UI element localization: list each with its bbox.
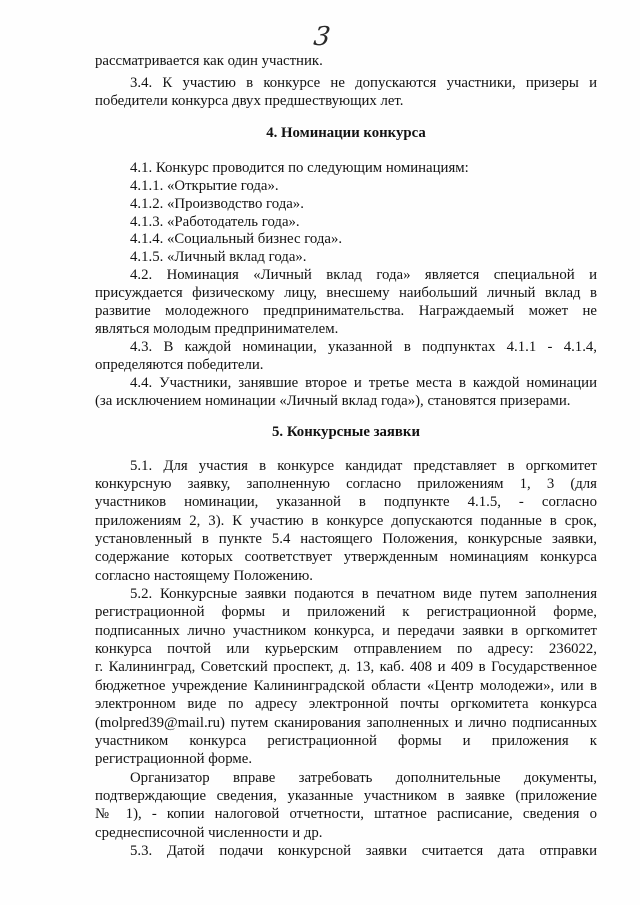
text-line: участников номинации, указанной в подпункте 4.1.5, - согласно [95, 494, 597, 511]
text-line: № 1), - копии налоговой отчетности, штатное расписание, сведения о [95, 806, 597, 823]
clause-5-3 [95, 842, 597, 860]
text-line: 4.4. Участники, занявшие второе и третье места в каждой номинации [130, 374, 597, 391]
nomination-item: 4.1.3. «Работодатель года». [130, 213, 300, 230]
text-line: являться молодым предпринимателем. [95, 320, 339, 337]
text-line: среднесписочной численности и др. [95, 824, 323, 841]
text-line: бюджетное учреждение Калининградской области «Центр молодежи», или в [95, 677, 597, 694]
text-line: подтверждающие сведения, указанные участником в заявке (приложение [95, 787, 597, 804]
nomination-item: 4.1.5. «Личный вклад года». [130, 249, 307, 266]
text-line: подписанных лично участником конкурса, и передачи заявки в оргкомитет [95, 622, 597, 639]
text-line: 5.2. Конкурсные заявки подаются в печатном виде путем заполнения [130, 586, 597, 603]
page-text [95, 52, 597, 860]
text-line: приложениям 2, 3). К участию в конкурсе допускаются поданные в срок, [95, 512, 597, 529]
clause-4-3 [95, 339, 597, 375]
continued-paragraph [95, 52, 597, 70]
text-line: установленный в пункте 5.4 настоящего Положения, конкурсные заявки, [95, 531, 597, 548]
nomination-item: 4.1.1. «Открытие года». [130, 177, 279, 194]
text-line: (за исключением номинации «Личный вклад года»), становятся призерами. [95, 392, 571, 409]
clause-4-4 [95, 375, 597, 411]
text-line: присуждается физическому лицу, внесшему наибольший личный вклад в [95, 285, 597, 302]
text-line: определяются победители. [95, 356, 264, 373]
clause-5-1 [95, 457, 597, 585]
text-line: согласно настоящему Положению. [95, 567, 313, 584]
clause-3-4 [95, 74, 597, 110]
text-line: (molpred39@mail.ru) путем сканирования заполненных и лично подписанных [95, 714, 597, 731]
organizer-note [95, 769, 597, 842]
nomination-item: 4.1.2. «Производство года». [130, 195, 304, 212]
nomination-list [95, 178, 597, 268]
text-line: регистрационной форме. [95, 751, 253, 768]
text-line: г. Калининград, Советский проспект, д. 13, каб. 408 и 409 в Государственное [95, 659, 597, 676]
page-number: 3 [312, 22, 332, 52]
clause-4-2 [95, 267, 597, 339]
text-line: 3.4. К участию в конкурсе не допускаются участники, призеры и [130, 75, 597, 92]
text-line: рассматривается как один участник. [95, 53, 323, 69]
text-line: регистрационной формы и приложений к регистрационной форме, [95, 604, 597, 621]
text-line: 4.3. В каждой номинации, указанной в подпунктах 4.1.1 - 4.1.4, [130, 338, 597, 355]
text-line: победители конкурса двух предшествующих лет. [95, 93, 404, 110]
nomination-item: 4.1.4. «Социальный бизнес года». [130, 231, 343, 248]
clause-4-1 [95, 160, 597, 178]
clause-5-2 [95, 585, 597, 768]
section-5-body [95, 457, 597, 861]
section-4-body [95, 160, 597, 411]
text-line: содержание которых соответствует утвержденным номинациям конкурса [95, 549, 597, 566]
text-line: конкурса почтой или курьерским отправлением по адресу: 236022, [95, 641, 597, 658]
text-line: 5.1. Для участия в конкурсе кандидат представляет в оргкомитет [130, 457, 597, 474]
text-line: 4.2. Номинация «Личный вклад года» является специальной и [130, 267, 597, 284]
section-heading-4: 4. Номинации конкурса [266, 124, 426, 141]
text-line: развитие молодежного предпринимательства. Награждаемый может не [95, 303, 597, 320]
section-heading-5: 5. Конкурсные заявки [272, 423, 420, 440]
text-line: электронном виде по адресу электронной почты оргкомитета конкурса [95, 696, 597, 713]
text-line: 5.3. Датой подачи конкурсной заявки считается дата отправки [130, 842, 597, 859]
text-line: участником конкурса регистрационной формы и приложения к [95, 732, 597, 749]
text-line: Организатор вправе затребовать дополнительные документы, [130, 769, 597, 786]
text-line: 4.1. Конкурс проводится по следующим номинациям: [130, 159, 469, 176]
text-line: конкурсную заявку, заполненную согласно приложениям 1, 3 (для [95, 476, 597, 493]
